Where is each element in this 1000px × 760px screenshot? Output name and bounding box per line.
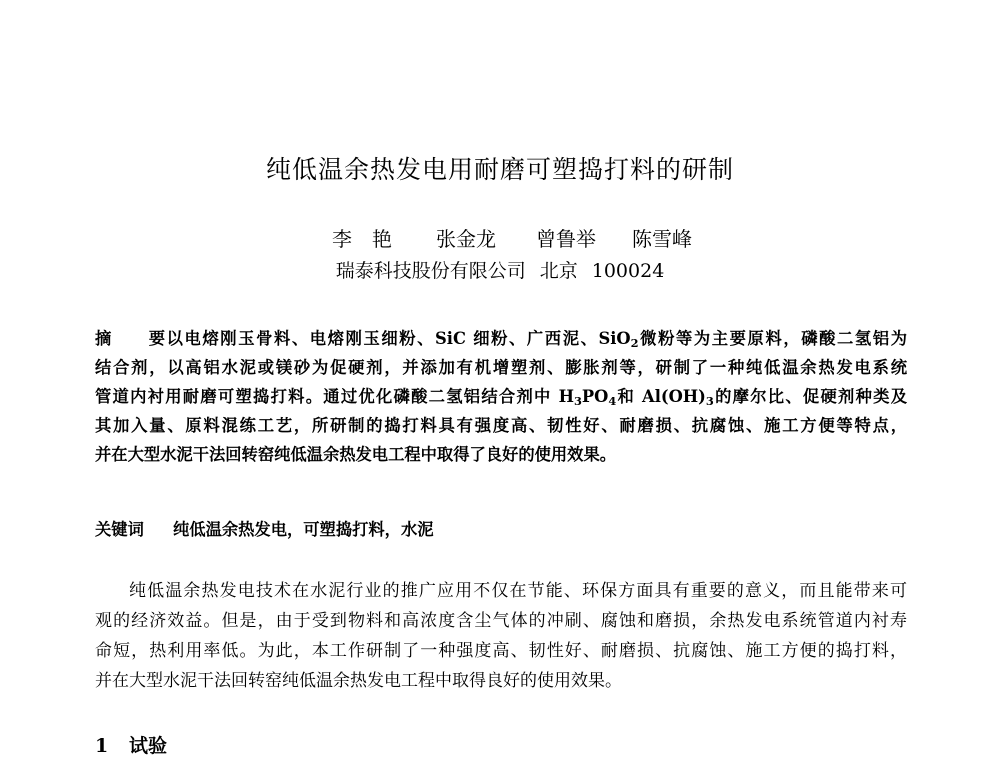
section-heading: [95, 732, 167, 760]
keywords-text: 纯低温余热发电，可塑捣打料，水泥: [173, 520, 434, 539]
affiliation-postcode: 100024: [591, 260, 665, 282]
section-title: 试验: [129, 735, 168, 757]
affiliation-org: 瑞泰科技股份有限公司: [335, 260, 526, 282]
abstract-label: 摘 要: [95, 329, 165, 348]
affiliation: [0, 256, 1000, 286]
body-line: 观的经济效益。但是，由于受到物料和高浓度含尘气体的冲刷、腐蚀和磨损，余热发电系统管道内衬寿: [95, 611, 907, 631]
body-line: 并在大型水泥干法回转窑纯低温余热发电工程中取得良好的使用效果。: [95, 671, 622, 691]
keywords-label: 关键词: [95, 520, 144, 539]
author-name: 陈雪峰: [632, 227, 692, 251]
abstract: [95, 324, 907, 469]
body-line: 纯低温余热发电技术在水泥行业的推广应用不仅在节能、环保方面具有重要的意义，而且能带来可: [129, 581, 907, 601]
abstract-line: 并在大型水泥干法回转窑纯低温余热发电工程中取得了良好的使用效果。: [95, 445, 617, 464]
abstract-line: 其加入量、原料混练工艺，所研制的捣打料具有强度高、韧性好、耐磨损、抗腐蚀、施工方便等特点，: [95, 416, 907, 435]
author-list: [332, 224, 692, 254]
intro-paragraph: [95, 576, 907, 696]
body-line: 命短，热利用率低。为此，本工作研制了一种强度高、韧性好、耐磨损、抗腐蚀、施工方便的捣打料，: [95, 641, 907, 661]
affiliation-city: 北京: [539, 260, 578, 282]
section-number: 1: [95, 735, 109, 757]
abstract-line: 结合剂，以高铝水泥或镁砂为促硬剂，并添加有机增塑剂、膨胀剂等，研制了一种纯低温余热发电系统: [95, 358, 907, 377]
paper-title: 纯低温余热发电用耐磨可塑捣打料的研制: [265, 155, 734, 184]
author-name: 曾鲁举: [536, 227, 596, 251]
abstract-line: 管道内衬用耐磨可塑捣打料。通过优化磷酸二氢铝结合剂中 $H_3PO_4$和 $Al(OH)_3$的摩尔比、促硬剂种类及: [95, 387, 907, 408]
abstract-line: 摘 要以电熔刚玉骨料、电熔刚玉细粉、SiC 细粉、广西泥、SiO$_2$微粉等为主要原料，磷酸二氢铝为: [95, 324, 907, 353]
keywords: [95, 515, 434, 544]
author-name: 李 艳: [332, 227, 392, 251]
author-name: 张金龙: [436, 227, 496, 251]
